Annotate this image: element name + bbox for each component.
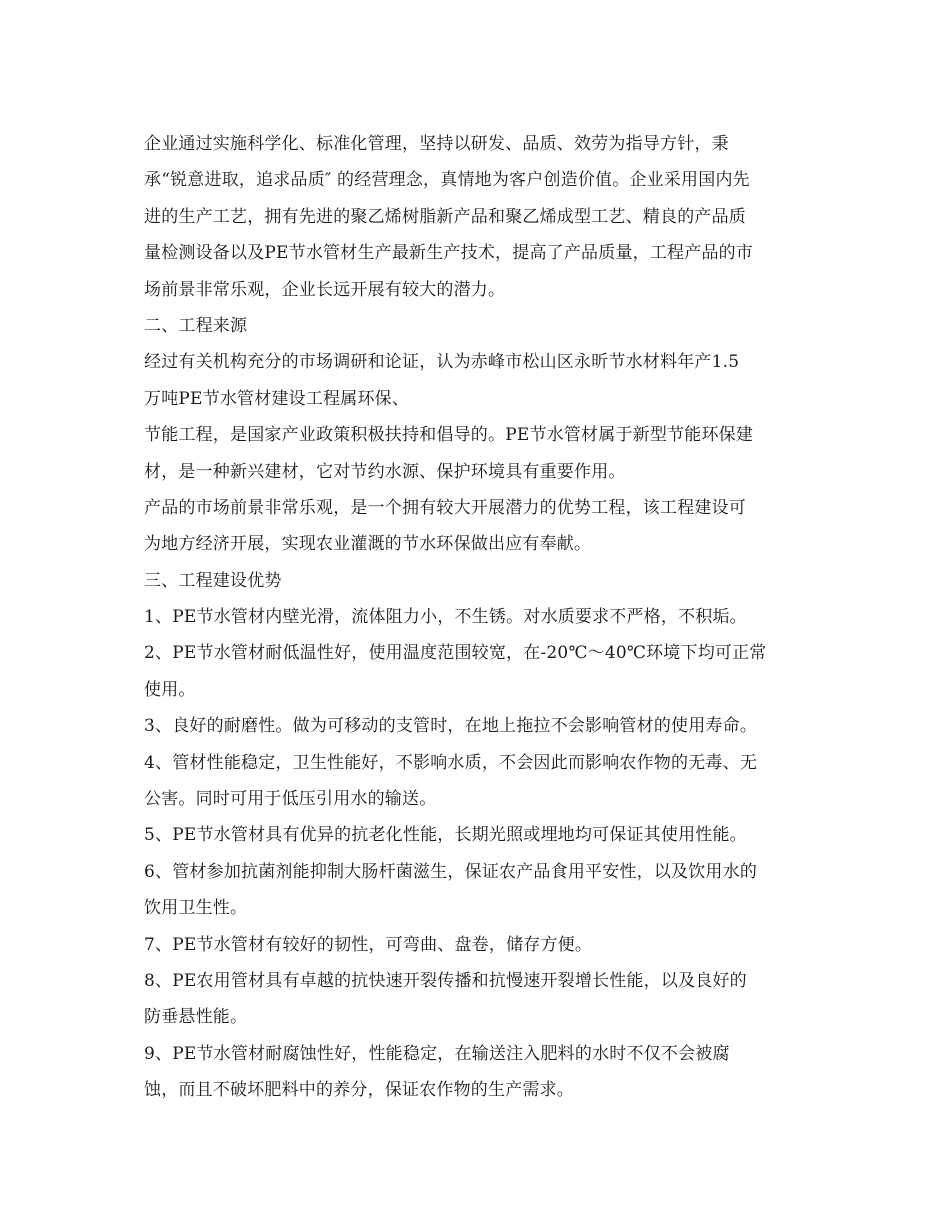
list-item: 4、管材性能稳定，卫生性能好，不影响水质，不会因此而影响农作物的无毒、无: [144, 752, 758, 773]
text-line: 企业通过实施科学化、标准化管理，坚持以研发、品质、效劳为指导方针，秉: [144, 134, 729, 154]
text-line: 承“锐意进取，追求品质″ 的经营理念，真情地为客户创造价值。企业采用国内先: [144, 170, 750, 191]
list-item-continuation: 使用。: [144, 679, 196, 700]
text-line: 进的生产工艺，拥有先进的聚乙烯树脂新产品和聚乙烯成型工艺、精良的产品质: [144, 206, 746, 227]
list-item-continuation: 饮用卫生性。: [144, 898, 248, 919]
text-line: 场前景非常乐观，企业长远开展有较大的潜力。: [144, 279, 506, 300]
list-item: 2、PE节水管材耐低温性好，使用温度范围较宽，在-20℃～40℃环境下均可正常: [144, 643, 767, 664]
list-item: 5、PE节水管材具有优异的抗老化性能，长期光照或埋地均可保证其使用性能。: [144, 825, 747, 846]
section-heading: 二、工程来源: [144, 315, 248, 336]
list-item: 1、PE节水管材内壁光滑，流体阻力小，不生锈。对水质要求不严格，不积垢。: [144, 607, 747, 628]
list-item: 6、管材参加抗菌剂能抑制大肠杆菌滋生，保证农产品食用平安性，以及饮用水的: [144, 861, 758, 882]
list-item: 3、良好的耐磨性。做为可移动的支管时，在地上拖拉不会影响管材的使用寿命。: [144, 716, 758, 737]
text-line: 万吨PE节水管材建设工程属环保、: [144, 388, 410, 409]
text-line: 经过有关机构充分的市场调研和论证，认为赤峰市松山区永昕节水材料年产1.5: [144, 352, 740, 373]
text-line: 为地方经济开展，实现农业灌溉的节水环保做出应有奉献。: [144, 534, 592, 555]
text-line: 量检测设备以及PE节水管材生产最新生产技术，提高了产品质量，工程产品的市: [144, 243, 754, 264]
list-item: 8、PE农用管材具有卓越的抗快速开裂传播和抗慢速开裂增长性能，以及良好的: [144, 970, 747, 991]
list-item: 7、PE节水管材有较好的韧性，可弯曲、盘卷，储存方便。: [144, 934, 593, 955]
list-item-continuation: 防垂悬性能。: [144, 1007, 248, 1028]
document-body: [144, 126, 816, 1109]
list-item-continuation: 蚀，而且不破坏肥料中的养分，保证农作物的生产需求。: [144, 1080, 574, 1101]
text-line: 节能工程，是国家产业政策积极扶持和倡导的。PE节水管材属于新型节能环保建: [144, 425, 754, 446]
list-item-continuation: 公害。同时可用于低压引用水的输送。: [144, 789, 437, 810]
list-item: 9、PE节水管材耐腐蚀性好，性能稳定，在输送注入肥料的水时不仅不会被腐: [144, 1043, 730, 1064]
section-heading: 三、工程建设优势: [144, 570, 282, 591]
text-line: 产品的市场前景非常乐观，是一个拥有较大开展潜力的优势工程，该工程建设可: [144, 497, 746, 518]
text-line: 材，是一种新兴建材，它对节约水源、保护环境具有重要作用。: [144, 461, 626, 482]
